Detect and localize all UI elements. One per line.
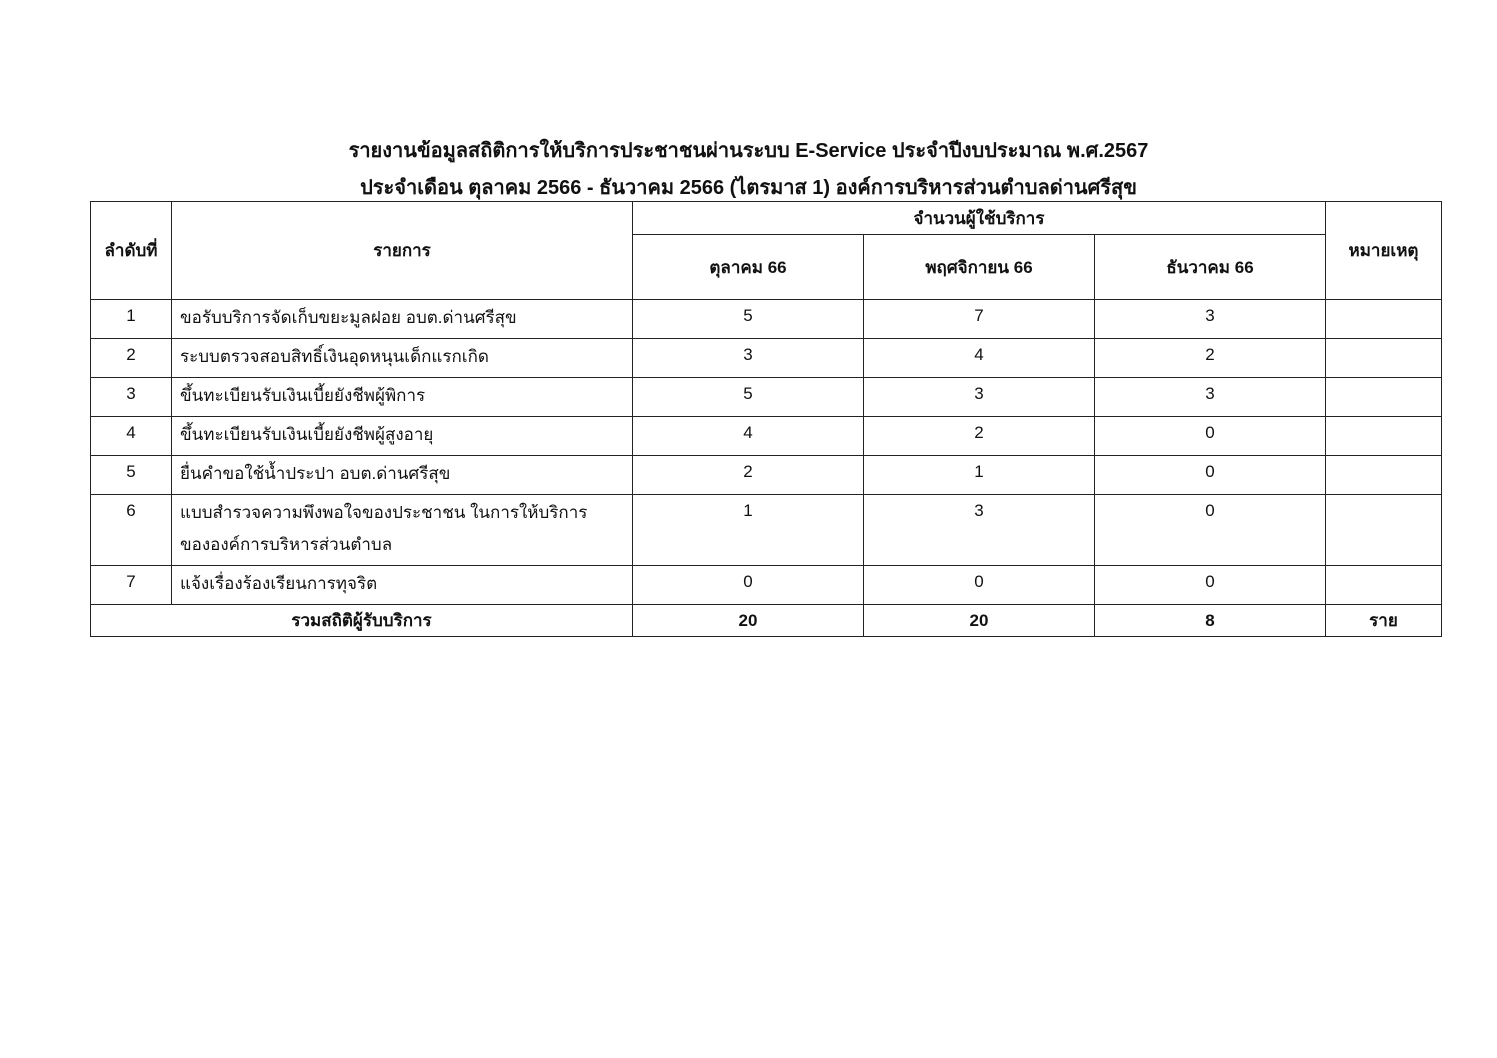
row-value: 1 bbox=[633, 495, 864, 566]
total-label: รวมสถิติผู้รับบริการ bbox=[91, 605, 633, 637]
total-oct: 20 bbox=[633, 605, 864, 637]
row-no: 7 bbox=[91, 566, 172, 605]
row-item bbox=[172, 456, 633, 495]
row-value: 3 bbox=[1095, 378, 1326, 417]
header-month-nov: พฤศจิกายน 66 bbox=[864, 235, 1095, 300]
table-row bbox=[91, 378, 1442, 417]
row-value: 0 bbox=[1095, 566, 1326, 605]
row-value: 0 bbox=[1095, 495, 1326, 566]
row-value: 3 bbox=[1095, 300, 1326, 339]
row-value: 3 bbox=[864, 495, 1095, 566]
row-remark bbox=[1326, 417, 1442, 456]
table-row bbox=[91, 339, 1442, 378]
total-unit: ราย bbox=[1326, 605, 1442, 637]
row-value: 3 bbox=[633, 339, 864, 378]
row-value: 2 bbox=[1095, 339, 1326, 378]
table-row bbox=[91, 456, 1442, 495]
row-value: 2 bbox=[864, 417, 1095, 456]
row-no: 1 bbox=[91, 300, 172, 339]
row-remark bbox=[1326, 566, 1442, 605]
row-value: 7 bbox=[864, 300, 1095, 339]
total-dec: 8 bbox=[1095, 605, 1326, 637]
row-item-text: ระบบตรวจสอบสิทธิ์เงินอุดหนุนเด็กแรกเกิด bbox=[180, 347, 489, 366]
table-row bbox=[91, 566, 1442, 605]
row-value: 3 bbox=[864, 378, 1095, 417]
row-value: 5 bbox=[633, 300, 864, 339]
row-remark bbox=[1326, 456, 1442, 495]
table-row bbox=[91, 417, 1442, 456]
row-value: 0 bbox=[633, 566, 864, 605]
table-row bbox=[91, 300, 1442, 339]
total-nov: 20 bbox=[864, 605, 1095, 637]
row-no: 6 bbox=[91, 495, 172, 566]
row-item-text: แจ้งเรื่องร้องเรียนการทุจริต bbox=[180, 574, 378, 593]
row-value: 1 bbox=[864, 456, 1095, 495]
row-value: 0 bbox=[1095, 417, 1326, 456]
header-item: รายการ bbox=[172, 202, 633, 300]
row-value: 2 bbox=[633, 456, 864, 495]
row-no: 2 bbox=[91, 339, 172, 378]
row-no: 5 bbox=[91, 456, 172, 495]
row-value: 4 bbox=[864, 339, 1095, 378]
row-value: 4 bbox=[633, 417, 864, 456]
row-remark bbox=[1326, 300, 1442, 339]
row-remark bbox=[1326, 495, 1442, 566]
row-item bbox=[172, 417, 633, 456]
statistics-table bbox=[90, 201, 1442, 637]
header-remark: หมายเหตุ bbox=[1326, 202, 1442, 300]
header-month-dec: ธันวาคม 66 bbox=[1095, 235, 1326, 300]
row-item-text: ยื่นคำขอใช้น้ำประปา อบต.ด่านศรีสุข bbox=[180, 464, 451, 483]
row-item bbox=[172, 378, 633, 417]
report-subtitle: ประจำเดือน ตุลาคม 2566 - ธันวาคม 2566 (ไตรมาส 1) องค์การบริหารส่วนตำบลด่านศรีสุข bbox=[360, 177, 1137, 199]
row-no: 4 bbox=[91, 417, 172, 456]
row-item-text: ขอรับบริการจัดเก็บขยะมูลฝอย อบต.ด่านศรีสุข bbox=[180, 308, 517, 327]
row-no: 3 bbox=[91, 378, 172, 417]
row-item-text: ขึ้นทะเบียนรับเงินเบี้ยยังชีพผู้พิการ bbox=[180, 386, 426, 405]
row-value: 0 bbox=[1095, 456, 1326, 495]
row-item bbox=[172, 566, 633, 605]
header-month-oct: ตุลาคม 66 bbox=[633, 235, 864, 300]
table-row bbox=[91, 495, 1442, 566]
row-item bbox=[172, 339, 633, 378]
row-item-text-2: ขององค์การบริหารส่วนตำบล bbox=[180, 535, 393, 554]
row-item-text: ขึ้นทะเบียนรับเงินเบี้ยยังชีพผู้สูงอายุ bbox=[180, 425, 434, 444]
row-item bbox=[172, 495, 633, 566]
total-row bbox=[91, 605, 1442, 637]
row-item-text: แบบสำรวจความพึงพอใจของประชาชน ในการให้บริการ bbox=[180, 503, 588, 522]
row-value: 0 bbox=[864, 566, 1095, 605]
row-remark bbox=[1326, 339, 1442, 378]
row-value: 5 bbox=[633, 378, 864, 417]
row-item bbox=[172, 300, 633, 339]
row-remark bbox=[1326, 378, 1442, 417]
report-title: รายงานข้อมูลสถิติการให้บริการประชาชนผ่านระบบ E-Service ประจำปีงบประมาณ พ.ศ.2567 bbox=[348, 140, 1149, 162]
header-users: จำนวนผู้ใช้บริการ bbox=[633, 202, 1326, 235]
header-no: ลำดับที่ bbox=[91, 202, 172, 300]
